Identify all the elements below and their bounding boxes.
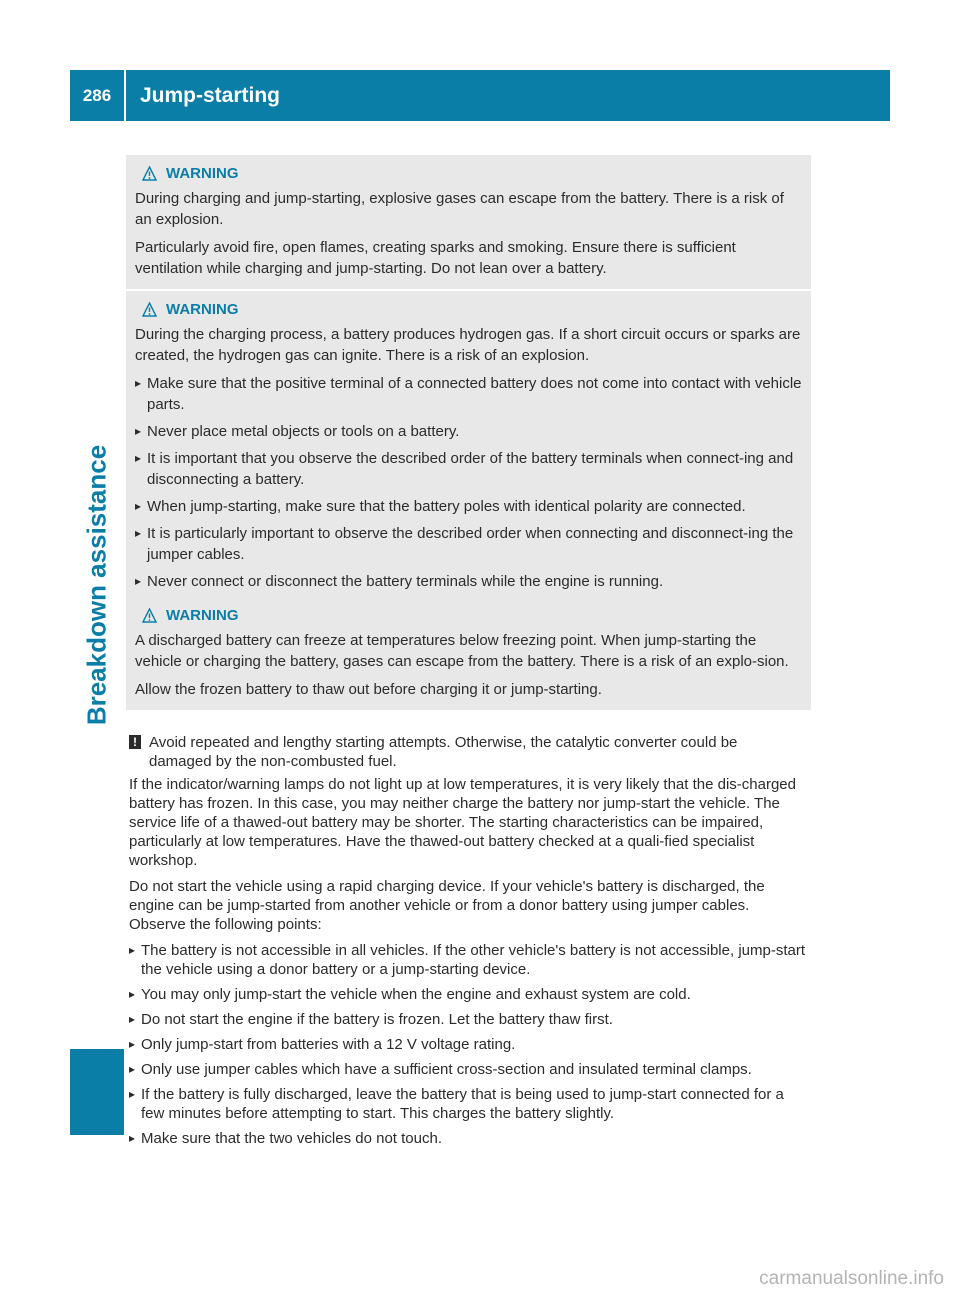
list-item: ▸ It is important that you observe the described order of the battery terminals when connect-ing and disconnecting a battery. (135, 448, 803, 490)
warning-paragraph: A discharged battery can freeze at temperatures below freezing point. When jump-starting the vehicle or charging the battery, gases can escape from the battery. There is a risk of an explo-sion. (135, 632, 789, 670)
notice-text (149, 733, 809, 771)
section-label: Breakdown assistance (81, 444, 112, 726)
watermark-logo: carmanualsonline.info (759, 1268, 944, 1289)
warning-triangle-icon (142, 608, 157, 623)
list-item: ▸ Only jump-start from batteries with a 12 V voltage rating. (129, 1035, 809, 1054)
warning-triangle-icon (142, 302, 157, 317)
body-paragraph: If the indicator/warning lamps do not light up at low temperatures, it is very likely that the dis-charged battery has frozen. In this case, you may neither charge the battery nor jump-start the vehicle. The service life of a thawed-out battery may be shorter. The starting characteristics can be impaired, particularly at low temperatures. Have the thawed-out battery checked at a quali-fied specialist workshop. (129, 776, 796, 869)
warning-paragraph: Particularly avoid fire, open flames, creating sparks and smoking. Ensure there is sufficient ventilation while charging and jump-starting. Do not lean over a battery. (135, 239, 736, 277)
list-item: ▸ It is particularly important to observe the described order when connecting and disconnect-ing the jumper cables. (135, 523, 803, 565)
notice-line: damaged by the non-combusted fuel. (149, 753, 397, 770)
warning-label: WARNING (166, 165, 239, 182)
warning-paragraph: During the charging process, a battery produces hydrogen gas. If a short circuit occurs or sparks are created, the hydrogen gas can ignite. There is a risk of an explosion. (135, 326, 801, 364)
warning-triangle-icon (142, 166, 157, 181)
list-item: ▸ If the battery is fully discharged, leave the battery that is being used to jump-start connected for a few minutes before attempting to start. This charges the battery slightly. (129, 1085, 809, 1123)
list-item: ▸ Make sure that the positive terminal of a connected battery does not come into contact with vehicle parts. (135, 373, 803, 415)
list-item: ▸ Never connect or disconnect the battery terminals while the engine is running. (135, 571, 803, 592)
section-marker-block (70, 1049, 124, 1135)
exclamation-icon: ! (129, 735, 141, 749)
body-bullet-list (129, 941, 809, 1148)
warning-label: WARNING (166, 301, 239, 318)
list-item: ▸ When jump-starting, make sure that the battery poles with identical polarity are connected. (135, 496, 803, 517)
sidebar-label-container (70, 121, 124, 1049)
body-paragraph: Do not start the vehicle using a rapid charging device. If your vehicle's battery is discharged, the engine can be jump-started from another vehicle or from a donor battery using jumper cables. Observe the following points: (129, 878, 765, 933)
list-item: ▸ Only use jumper cables which have a sufficient cross-section and insulated terminal clamps. (129, 1060, 809, 1079)
notice-block (129, 733, 809, 771)
list-item: ▸ You may only jump-start the vehicle when the engine and exhaust system are cold. (129, 985, 809, 1004)
list-item: ▸ The battery is not accessible in all vehicles. If the other vehicle's battery is not accessible, jump-start the vehicle using a donor battery or a jump-starting device. (129, 941, 809, 979)
warning-paragraph: Allow the frozen battery to thaw out before charging it or jump-starting. (135, 681, 602, 698)
warning-box-explosive-gases (126, 155, 811, 289)
warning-header (142, 163, 803, 184)
warning-header (142, 605, 803, 626)
warning-box-frozen-battery (126, 597, 811, 710)
notice-line: Avoid repeated and lengthy starting attempts. Otherwise, the catalytic converter could be (149, 734, 738, 751)
warning-paragraph: During charging and jump-starting, explosive gases can escape from the battery. There is a risk of an explosion. (135, 190, 784, 228)
section-sidebar (70, 121, 124, 1135)
warning-box-hydrogen-gas (126, 291, 811, 602)
main-body (129, 733, 809, 1154)
page-header (70, 70, 890, 121)
warning-header (142, 299, 803, 320)
page-title: Jump-starting (140, 83, 281, 107)
list-item: ▸ Make sure that the two vehicles do not touch. (129, 1129, 809, 1148)
list-item: ▸ Never place metal objects or tools on a battery. (135, 421, 803, 442)
warning-label: WARNING (166, 607, 239, 624)
page-number: 286 (70, 70, 126, 121)
list-item: ▸ Do not start the engine if the battery is frozen. Let the battery thaw first. (129, 1010, 809, 1029)
warning-bullet-list (135, 373, 803, 592)
